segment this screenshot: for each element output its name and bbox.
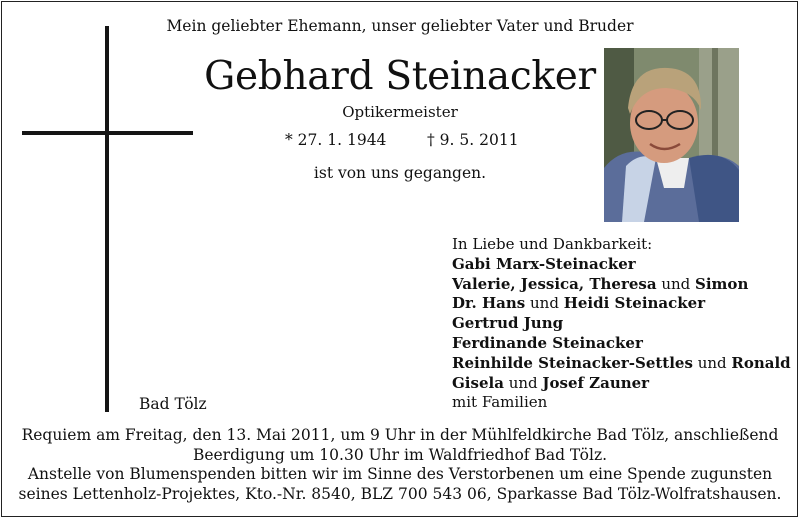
deceased-name: Gebhard Steinacker	[204, 54, 596, 99]
birth-date: * 27. 1. 1944	[285, 131, 387, 149]
mourner-names: Josef Zauner	[542, 373, 650, 392]
mourner-names: Reinhilde Steinacker-Settles	[452, 353, 693, 372]
mourner-names: Valerie, Jessica, Theresa	[452, 274, 657, 293]
mourner-names: Dr. Hans	[452, 294, 526, 313]
mourner-line: Ferdinande Steinacker	[452, 333, 643, 352]
passed-text: ist von uns gegangen.	[313, 164, 487, 182]
mourner-line: Gabi Marx-Steinacker	[452, 254, 636, 273]
conjunction: und	[692, 353, 732, 372]
donation-line: Anstelle von Blumenspenden bitten wir im Sinne des Verstorbenen um eine Spende zugunsten	[27, 465, 773, 483]
portrait-photo	[604, 48, 739, 222]
portrait-illustration	[604, 48, 739, 222]
cross-horizontal-bar	[22, 131, 193, 135]
mourner-names: Ronald	[731, 353, 791, 372]
conjunction: und	[525, 294, 564, 313]
burial-line: Beerdigung um 10.30 Uhr im Waldfriedhof Bad Tölz.	[192, 445, 608, 464]
mourners-list	[452, 235, 791, 413]
mourner-line	[452, 354, 791, 374]
mourner-line: Gertrud Jung	[452, 314, 564, 333]
place-name: Bad Tölz	[139, 395, 207, 413]
conjunction: und	[503, 373, 543, 392]
mourner-names: Heidi Steinacker	[563, 294, 706, 313]
intro-text: Mein geliebter Ehemann, unser geliebter Vater und Bruder	[166, 17, 634, 35]
funeral-details	[0, 426, 800, 504]
mourner-names: Simon	[695, 274, 749, 293]
requiem-line: Requiem am Freitag, den 13. Mai 2011, um 9 Uhr in der Mühlfeldkirche Bad Tölz, anschließend	[21, 426, 779, 444]
mourner-names: Gisela	[452, 373, 504, 392]
conjunction: und	[656, 274, 696, 293]
bank-details-line: seines Lettenholz-Projektes, Kto.-Nr. 8540, BLZ 700 543 06, Sparkasse Bad Tölz-Wolfratshausen.	[18, 484, 782, 503]
profession: Optikermeister	[342, 103, 458, 121]
mourner-line	[452, 275, 791, 295]
mourners-closing: mit Familien	[452, 393, 548, 412]
death-date: † 9. 5. 2011	[427, 131, 519, 149]
cross-vertical-bar	[105, 26, 109, 412]
mourners-heading: In Liebe und Dankbarkeit:	[452, 235, 653, 253]
mourner-line	[452, 374, 791, 394]
mourner-line	[452, 294, 791, 314]
